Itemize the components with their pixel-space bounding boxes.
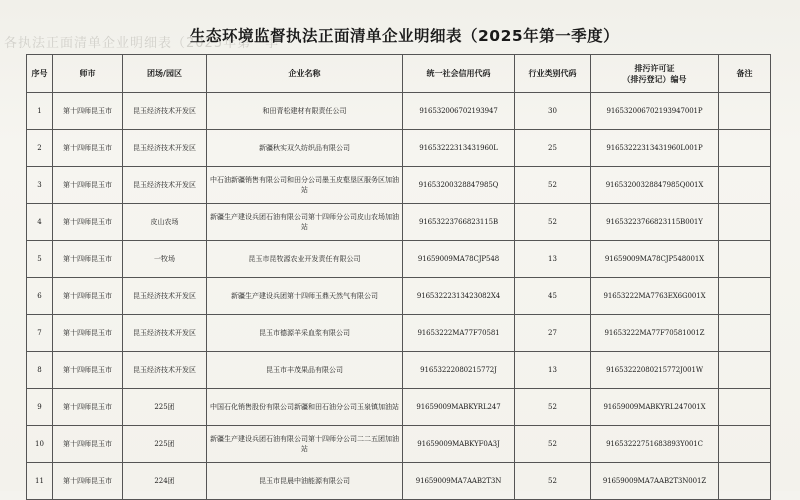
cell-remark bbox=[719, 278, 771, 315]
cell-credit-code: 91653222MA77F70581 bbox=[403, 315, 515, 352]
cell-park: 225团 bbox=[123, 426, 207, 463]
cell-index: 3 bbox=[27, 167, 53, 204]
header-company: 企业名称 bbox=[207, 55, 403, 93]
table-row bbox=[27, 130, 771, 167]
cell-credit-code: 91659009MABKYF0A3J bbox=[403, 426, 515, 463]
cell-industry-code: 30 bbox=[515, 93, 591, 130]
cell-index: 7 bbox=[27, 315, 53, 352]
cell-remark bbox=[719, 315, 771, 352]
cell-city: 第十四师昆玉市 bbox=[53, 315, 123, 352]
cell-remark bbox=[719, 241, 771, 278]
table-row bbox=[27, 315, 771, 352]
cell-index: 9 bbox=[27, 389, 53, 426]
cell-city: 第十四师昆玉市 bbox=[53, 278, 123, 315]
cell-remark bbox=[719, 93, 771, 130]
cell-city: 第十四师昆玉市 bbox=[53, 167, 123, 204]
cell-credit-code: 916532006702193947 bbox=[403, 93, 515, 130]
cell-park: 昆玉经济技术开发区 bbox=[123, 130, 207, 167]
header-credit-code: 统一社会信用代码 bbox=[403, 55, 515, 93]
cell-company: 昆玉市德源羊采血浆有限公司 bbox=[207, 315, 403, 352]
cell-remark bbox=[719, 204, 771, 241]
cell-permit: 916532006702193947001P bbox=[591, 93, 719, 130]
table-row bbox=[27, 204, 771, 241]
cell-industry-code: 52 bbox=[515, 389, 591, 426]
cell-credit-code: 91653200328847985Q bbox=[403, 167, 515, 204]
cell-permit: 91659009MA7AAB2T3N001Z bbox=[591, 463, 719, 500]
cell-index: 8 bbox=[27, 352, 53, 389]
table-row bbox=[27, 278, 771, 315]
cell-park: 一牧场 bbox=[123, 241, 207, 278]
cell-city: 第十四师昆玉市 bbox=[53, 352, 123, 389]
bleed-through-text: 各执法正面清单企业明细表（2025年第一季 bbox=[4, 36, 280, 51]
cell-park: 皮山农场 bbox=[123, 204, 207, 241]
cell-city: 第十四师昆玉市 bbox=[53, 426, 123, 463]
cell-company: 昆玉市丰茂果品有限公司 bbox=[207, 352, 403, 389]
cell-permit: 91653222080215772J001W bbox=[591, 352, 719, 389]
cell-industry-code: 52 bbox=[515, 463, 591, 500]
cell-company: 昆玉市昆晨中油能源有限公司 bbox=[207, 463, 403, 500]
cell-index: 11 bbox=[27, 463, 53, 500]
table-header-row bbox=[27, 55, 771, 93]
cell-permit: 91659009MA78CJP548001X bbox=[591, 241, 719, 278]
cell-park: 225团 bbox=[123, 389, 207, 426]
cell-index: 10 bbox=[27, 426, 53, 463]
document-title: 生态环境监督执法正面清单企业明细表（2025年第一季度） bbox=[190, 27, 620, 45]
cell-remark bbox=[719, 389, 771, 426]
cell-company: 昆玉市昆牧源农业开发责任有限公司 bbox=[207, 241, 403, 278]
cell-industry-code: 13 bbox=[515, 352, 591, 389]
cell-credit-code: 91659009MABKYRL247 bbox=[403, 389, 515, 426]
cell-city: 第十四师昆玉市 bbox=[53, 241, 123, 278]
table-row bbox=[27, 241, 771, 278]
cell-remark bbox=[719, 130, 771, 167]
table-row bbox=[27, 167, 771, 204]
cell-industry-code: 52 bbox=[515, 167, 591, 204]
table-row bbox=[27, 426, 771, 463]
header-permit: 排污许可证 （排污登记）编号 bbox=[591, 55, 719, 93]
cell-index: 4 bbox=[27, 204, 53, 241]
cell-park: 昆玉经济技术开发区 bbox=[123, 315, 207, 352]
cell-credit-code: 91653222080215772J bbox=[403, 352, 515, 389]
cell-industry-code: 13 bbox=[515, 241, 591, 278]
cell-remark bbox=[719, 426, 771, 463]
table-row bbox=[27, 389, 771, 426]
cell-company: 新疆生产建设兵团石油有限公司第十四师分公司皮山农场加油站 bbox=[207, 204, 403, 241]
cell-index: 6 bbox=[27, 278, 53, 315]
cell-company: 新疆秋实双久纺织品有限公司 bbox=[207, 130, 403, 167]
table-body bbox=[27, 93, 771, 500]
cell-park: 昆玉经济技术开发区 bbox=[123, 278, 207, 315]
cell-index: 1 bbox=[27, 93, 53, 130]
table-row bbox=[27, 352, 771, 389]
cell-credit-code: 91659009MA78CJP548 bbox=[403, 241, 515, 278]
cell-permit: 91653222MA77F70581001Z bbox=[591, 315, 719, 352]
cell-credit-code: 91653223766823115B bbox=[403, 204, 515, 241]
cell-company: 中国石化销售股份有限公司新疆和田石油分公司玉泉镇加油站 bbox=[207, 389, 403, 426]
cell-index: 2 bbox=[27, 130, 53, 167]
cell-remark bbox=[719, 463, 771, 500]
cell-city: 第十四师昆玉市 bbox=[53, 93, 123, 130]
cell-credit-code: 91653222313431960L bbox=[403, 130, 515, 167]
cell-city: 第十四师昆玉市 bbox=[53, 204, 123, 241]
cell-company: 新疆生产建设兵团第十四师玉鼎天然气有限公司 bbox=[207, 278, 403, 315]
cell-permit: 91653222313431960L001P bbox=[591, 130, 719, 167]
cell-park: 昆玉经济技术开发区 bbox=[123, 167, 207, 204]
cell-credit-code: 91659009MA7AAB2T3N bbox=[403, 463, 515, 500]
cell-permit: 91653222MA7763EX6G001X bbox=[591, 278, 719, 315]
table-row bbox=[27, 93, 771, 130]
header-industry-code: 行业类别代码 bbox=[515, 55, 591, 93]
header-park: 团场/园区 bbox=[123, 55, 207, 93]
cell-city: 第十四师昆玉市 bbox=[53, 463, 123, 500]
cell-industry-code: 52 bbox=[515, 426, 591, 463]
cell-company: 中石油新疆销售有限公司和田分公司墨玉皮壑垦区服务区加油站 bbox=[207, 167, 403, 204]
cell-city: 第十四师昆玉市 bbox=[53, 389, 123, 426]
cell-index: 5 bbox=[27, 241, 53, 278]
cell-park: 224团 bbox=[123, 463, 207, 500]
cell-remark bbox=[719, 352, 771, 389]
cell-industry-code: 25 bbox=[515, 130, 591, 167]
cell-permit: 91659009MABKYRL247001X bbox=[591, 389, 719, 426]
cell-industry-code: 45 bbox=[515, 278, 591, 315]
cell-credit-code: 91653222313423082X4 bbox=[403, 278, 515, 315]
cell-park: 昆玉经济技术开发区 bbox=[123, 352, 207, 389]
cell-remark bbox=[719, 167, 771, 204]
header-remark: 备注 bbox=[719, 55, 771, 93]
cell-company: 新疆生产建设兵团石油有限公司第十四师分公司二二五团加油站 bbox=[207, 426, 403, 463]
cell-permit: 91653223766823115B001Y bbox=[591, 204, 719, 241]
cell-industry-code: 27 bbox=[515, 315, 591, 352]
header-index: 序号 bbox=[27, 55, 53, 93]
header-city: 师市 bbox=[53, 55, 123, 93]
cell-company: 和田青松建材有限责任公司 bbox=[207, 93, 403, 130]
cell-industry-code: 52 bbox=[515, 204, 591, 241]
cell-city: 第十四师昆玉市 bbox=[53, 130, 123, 167]
cell-permit: 91653200328847985Q001X bbox=[591, 167, 719, 204]
cell-permit: 91653222751683893Y001C bbox=[591, 426, 719, 463]
table-row bbox=[27, 463, 771, 500]
cell-park: 昆玉经济技术开发区 bbox=[123, 93, 207, 130]
enterprise-table bbox=[26, 54, 771, 500]
